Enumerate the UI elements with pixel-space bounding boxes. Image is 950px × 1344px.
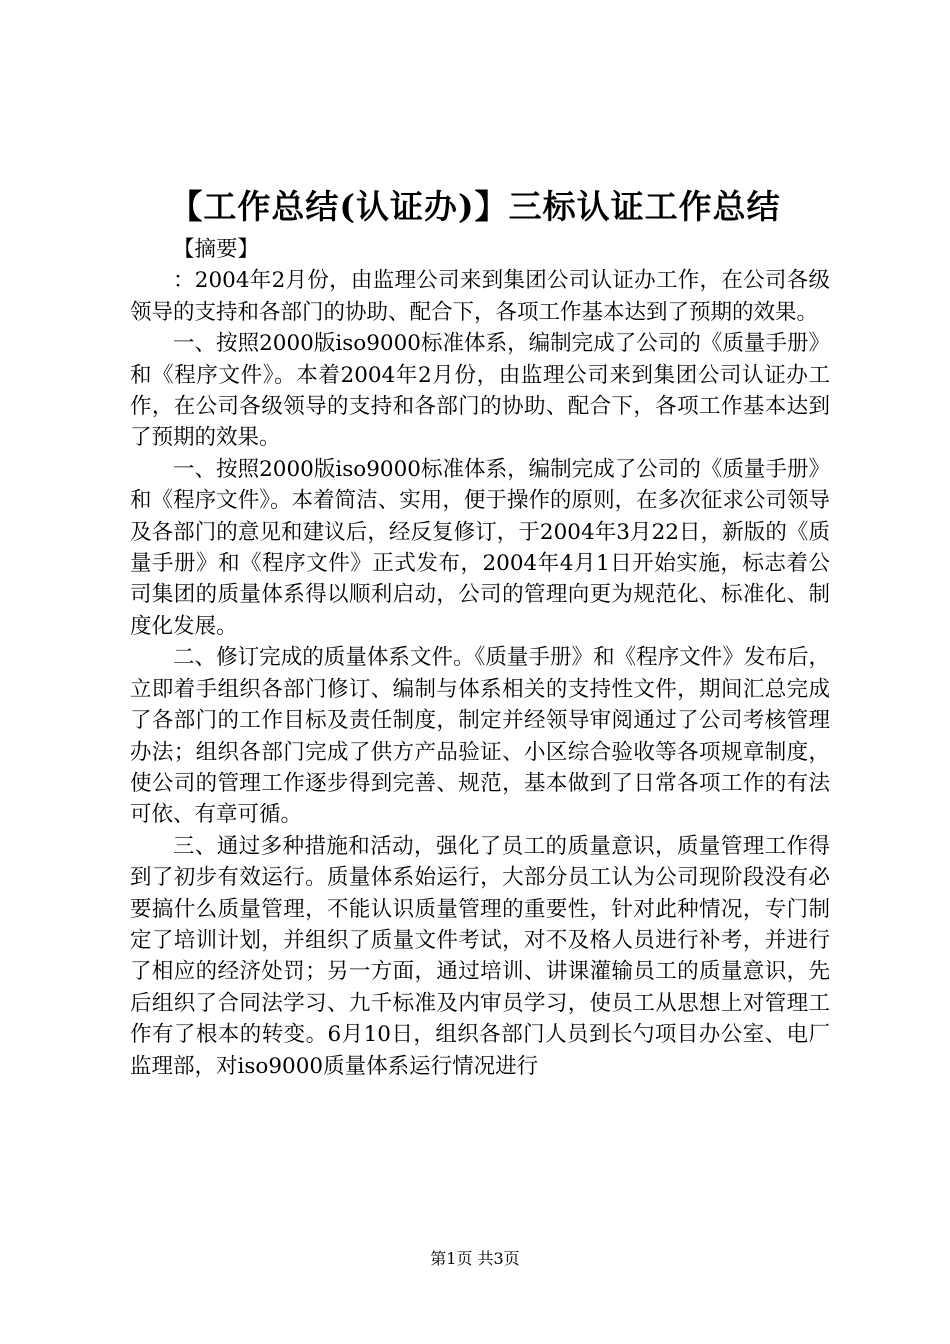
document-body (130, 234, 830, 1082)
paragraph-section-1a: 一、按照2000版iso9000标准体系，编制完成了公司的《质量手册》和《程序文件》。本着2004年2月份，由监理公司来到集团公司认证办工作，在公司各级领导的支持和各部门的协助、配合下，各项工作基本达到了预期的效果。 (130, 331, 830, 451)
page-footer: 第1页 共3页 (430, 1249, 520, 1268)
paragraph-section-3: 三、通过多种措施和活动，强化了员工的质量意识，质量管理工作得到了初步有效运行。质量体系始运行，大部分员工认为公司现阶段没有必要搞什么质量管理，不能认识质量管理的重要性，针对此种情况，专门制定了培训计划，并组织了质量文件考试，对不及格人员进行补考，并进行了相应的经济处罚；另一方面，通过培训、讲课灌输员工的质量意识，先后组织了合同法学习、九千标准及内审员学习，使员工从思想上对管理工作有了根本的转变。6月10日，组织各部门人员到长勺项目办公室、电厂监理部，对iso9000质量体系运行情况进行 (130, 833, 830, 1079)
paragraph-intro: ：2004年2月份，由监理公司来到集团公司认证办工作，在公司各级领导的支持和各部门的协助、配合下，各项工作基本达到了预期的效果。 (130, 268, 830, 325)
paragraph-section-2: 二、修订完成的质量体系文件。《质量手册》和《程序文件》发布后，立即着手组织各部门修订、编制与体系相关的支持性文件，期间汇总完成了各部门的工作目标及责任制度，制定并经领导审阅通过了公司考核管理办法；组织各部门完成了供方产品验证、小区综合验收等各项规章制度，使公司的管理工作逐步得到完善、规范，基本做到了日常各项工作的有法可依、有章可循。 (130, 645, 830, 828)
abstract-label: 【摘要】 (173, 237, 260, 262)
document-title: 【工作总结(认证办)】三标认证工作总结 (169, 187, 781, 226)
paragraph-section-1b: 一、按照2000版iso9000标准体系，编制完成了公司的《质量手册》和《程序文件》。本着简洁、实用，便于操作的原则，在多次征求公司领导及各部门的意见和建议后，经反复修订，于2004年3月22日，新版的《质量手册》和《程序文件》正式发布，2004年4月1日开始实施，标志着公司集团的质量体系得以顺利启动，公司的管理向更为规范化、标准化、制度化发展。 (130, 456, 830, 639)
